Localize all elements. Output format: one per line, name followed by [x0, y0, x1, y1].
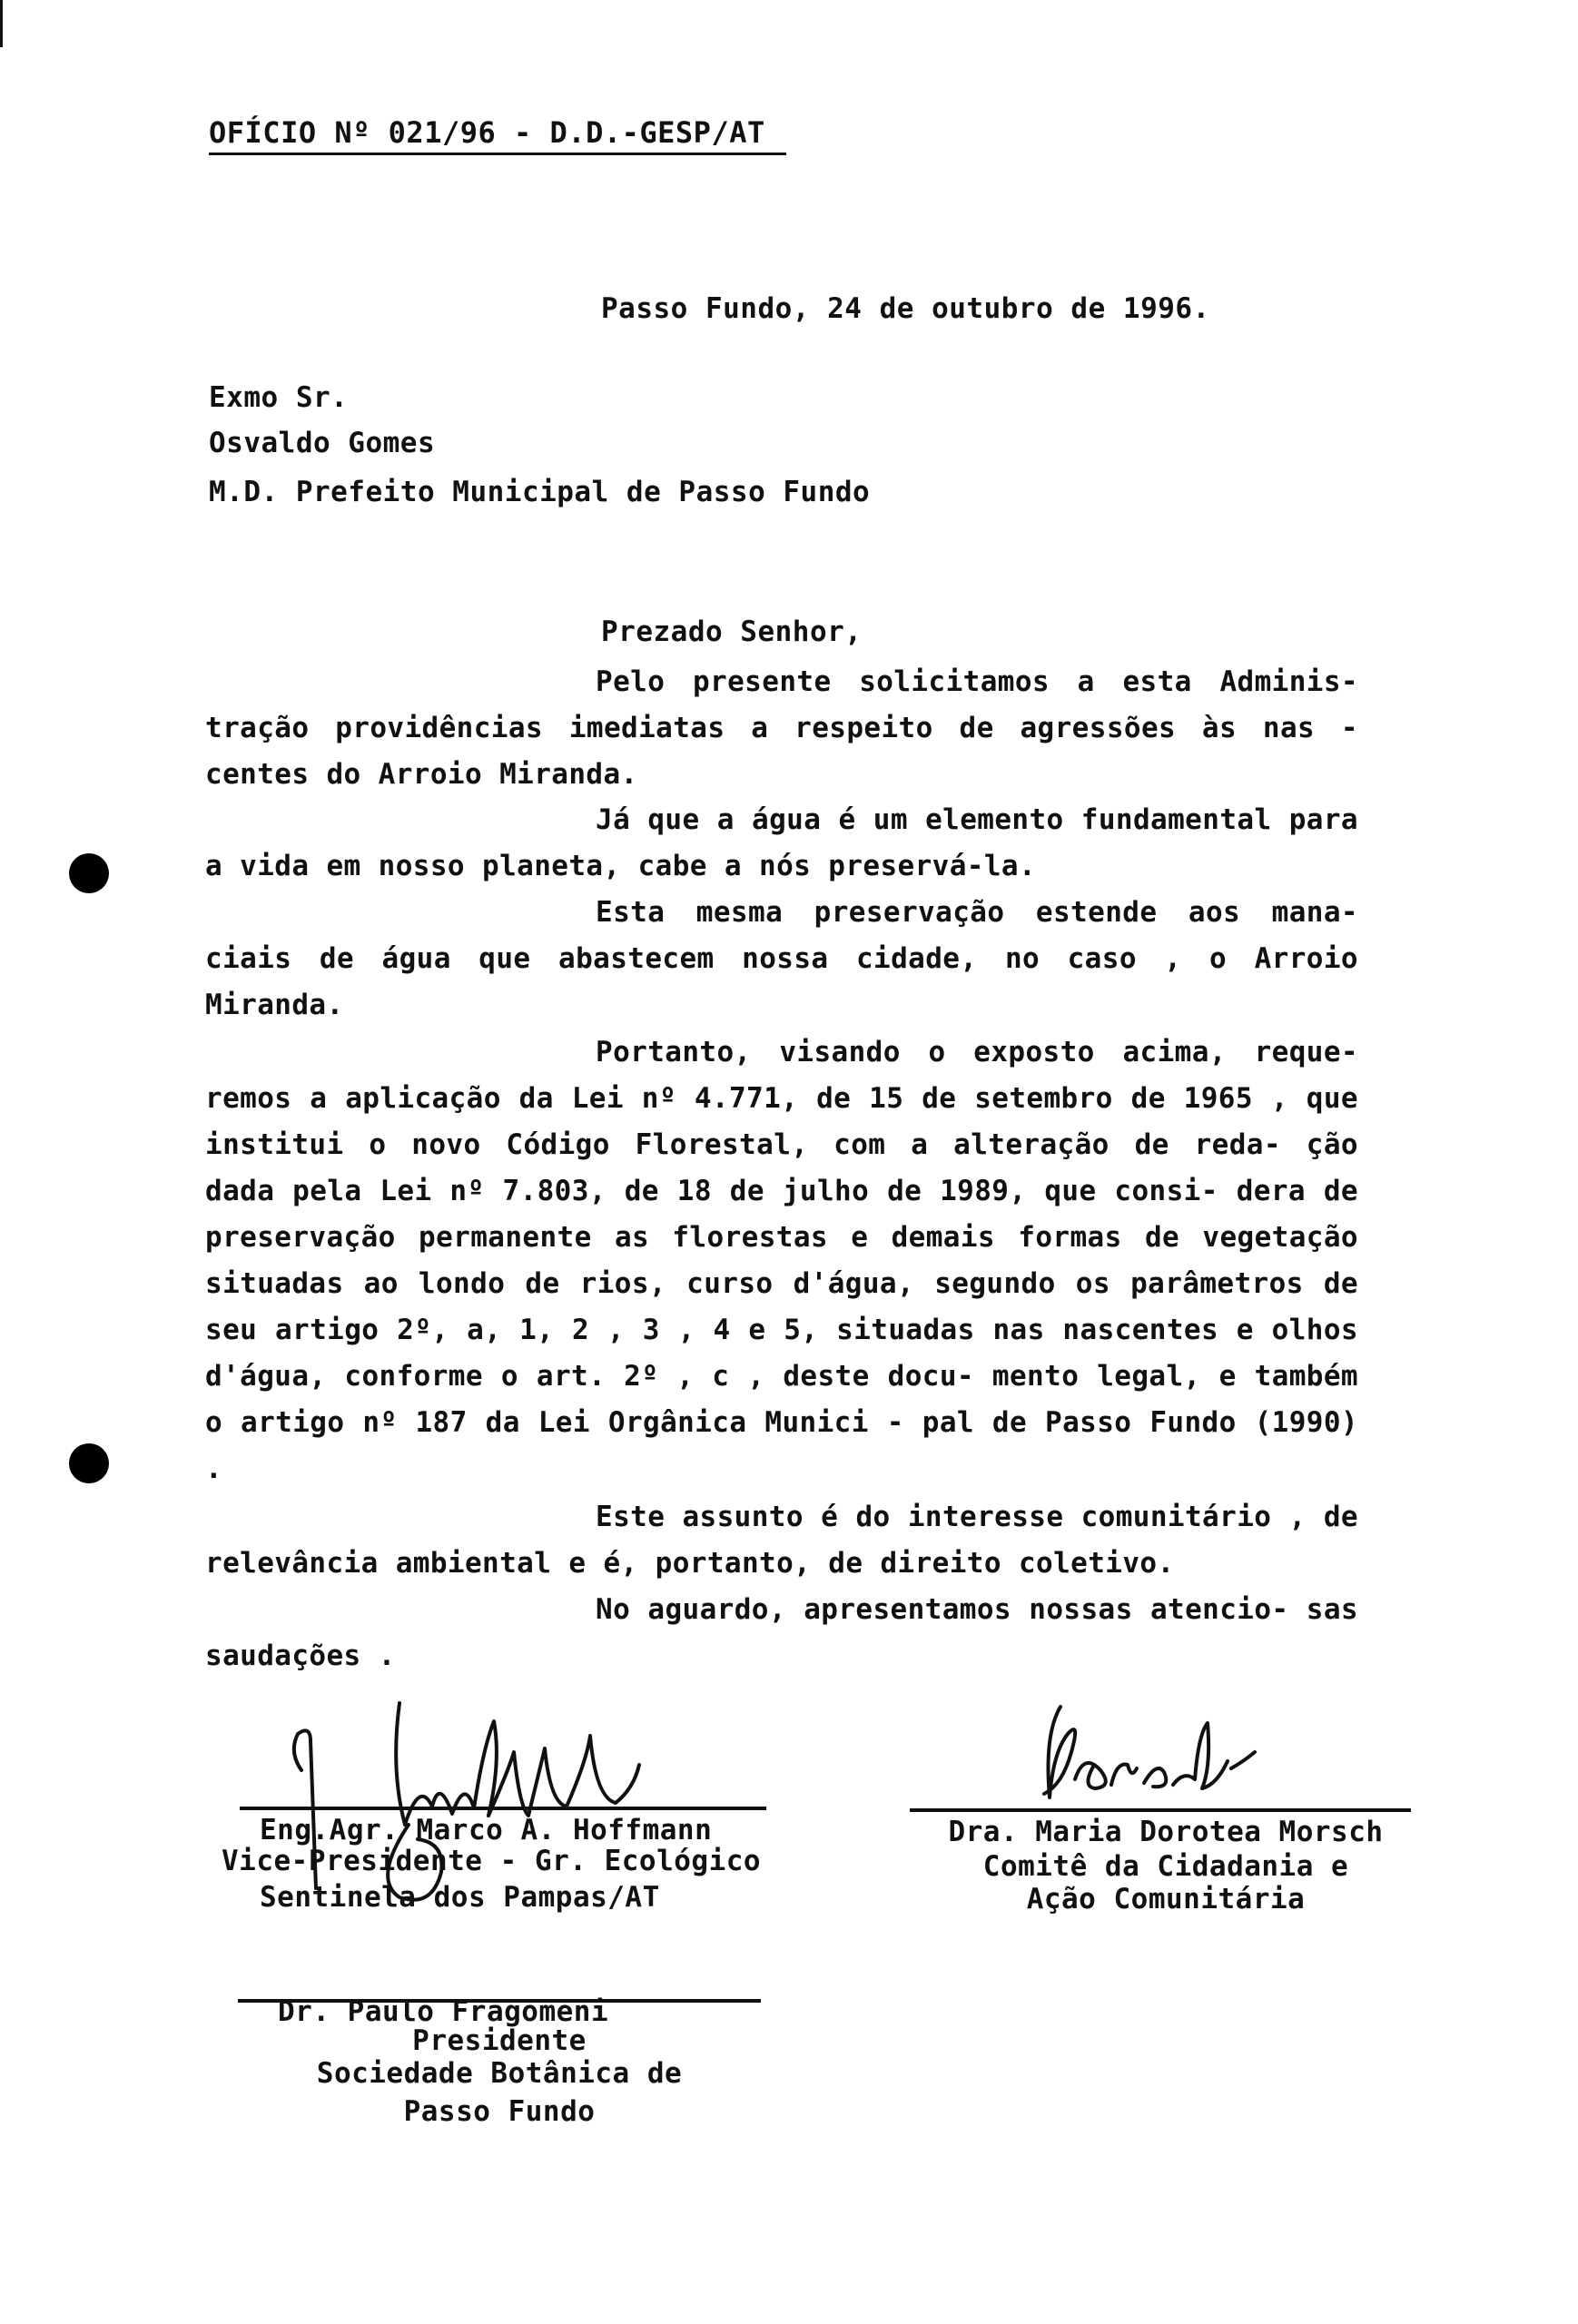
handwritten-signature-right [1017, 1698, 1289, 1825]
right-signatory-name: Dra. Maria Dorotea Morsch [948, 1816, 1384, 1848]
body-paragraph-1 [205, 659, 1358, 798]
paragraph-1-text: tração providências imediatas a respeito de agressões às nas - centes do Arroio Miranda. [205, 712, 1358, 791]
signature-line-left [240, 1807, 766, 1810]
bottom-signatory-org: Sociedade Botânica de [316, 2057, 683, 2090]
salutation: Prezado Senhor, [601, 615, 863, 648]
reference-underline [209, 153, 786, 155]
paragraph-4-first-line: Portanto, visando o exposto acima, reque- [596, 1036, 1358, 1068]
bottom-signatory-role: Presidente [412, 2024, 587, 2057]
right-signatory-role: Comitê da Cidadania e [982, 1850, 1349, 1883]
paragraph-1-first-line: Pelo presente solicitamos a esta Adminis- [596, 665, 1358, 698]
left-signatory-role: Vice-Presidente - Gr. Ecológico [222, 1845, 762, 1877]
paragraph-4-text: remos a aplicação da Lei nº 4.771, de 15 de setembro de 1965 , que institui o novo Código Florestal, com a alteração de reda- ção dada pela Lei nº 7.803, de 18 de julho de 1989, que consi- dera de preservação permanente as florestas e demais formas de vegetação situadas ao londo de rios, curso d'água, segundo os parâmetros de seu artigo 2º, a, 1, 2 , 3 , 4 e 5, situadas nas nascentes e olhos d'água, conforme o art. 2º , c , deste docu- mento legal, e também o artigo nº 187 da Lei Orgânica Munici - pal de Passo Fundo (1990) . [205, 1082, 1358, 1485]
bottom-signatory-name: Dr. Paulo Fragomeni [278, 1995, 609, 2028]
paragraph-2-text: para a vida em nosso planeta, cabe a nós preservá-la. [205, 803, 1358, 882]
bottom-signatory-city: Passo Fundo [403, 2095, 596, 2128]
body-paragraph-3 [205, 890, 1358, 1029]
date-line: Passo Fundo, 24 de outubro de 1996. [601, 292, 1210, 325]
addressee-name: Osvaldo Gomes [209, 427, 436, 459]
signature-line-right [910, 1808, 1411, 1812]
left-signatory-name: Eng.Agr. Marco A. Hoffmann [260, 1814, 713, 1846]
paragraph-3-first-line: Esta mesma preservação estende aos mana- [596, 896, 1358, 929]
body-paragraph-2 [205, 797, 1358, 890]
body-paragraph-5 [205, 1494, 1358, 1587]
body-paragraph-4 [205, 1029, 1358, 1492]
paragraph-3-text: ciais de água que abastecem nossa cidade, no caso , o Arroio Miranda. [205, 942, 1358, 1021]
right-signatory-org: Ação Comunitária [1026, 1883, 1306, 1915]
letter-reference: OFÍCIO Nº 021/96 - D.D.-GESP/AT [209, 115, 765, 150]
left-signatory-org: Sentinela dos Pampas/AT [260, 1881, 660, 1914]
scan-edge-mark [0, 0, 3, 47]
addressee-role: M.D. Prefeito Municipal de Passo Fundo [209, 476, 871, 508]
paragraph-2-first-line: Já que a água é um elemento fundamental [596, 803, 1272, 836]
punch-hole-top [69, 853, 109, 893]
addressee-title: Exmo Sr. [209, 381, 349, 414]
paragraph-5-text: de relevância ambiental e é, portanto, de direito coletivo. [205, 1501, 1358, 1580]
punch-hole-bottom [69, 1443, 109, 1483]
paragraph-6-text: sas saudações . [205, 1593, 1358, 1672]
paragraph-6-first-line: No aguardo, apresentamos nossas atencio- [596, 1593, 1289, 1626]
paragraph-5-first-line: Este assunto é do interesse comunitário , [596, 1501, 1307, 1533]
body-paragraph-6 [205, 1587, 1358, 1679]
